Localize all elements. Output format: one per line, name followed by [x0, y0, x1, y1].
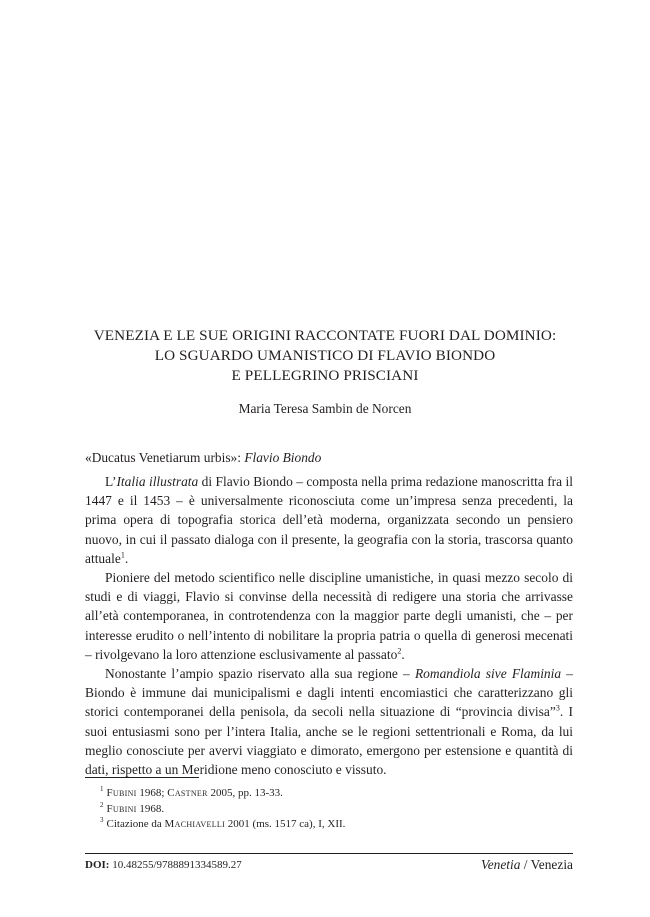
paragraph-text: Nonostante l’ampio spazio riservato alla sua regione –: [105, 666, 415, 682]
footnote-author: Machiavelli: [164, 818, 226, 830]
series-title-italic: Venetia: [481, 857, 521, 872]
chapter-title: [60, 326, 590, 386]
footnote-number: 3: [100, 816, 104, 825]
paragraph-text: L’: [105, 474, 117, 489]
footnote-ref-3[interactable]: 3: [555, 703, 560, 713]
footnote-text: 2005, pp. 13-33.: [207, 787, 283, 799]
section-heading-quote: «Ducatus Venetiarum urbis»:: [85, 450, 241, 465]
chapter-author: Maria Teresa Sambin de Norcen: [238, 401, 412, 416]
footnote-separator: [85, 777, 199, 778]
paragraph-text: .: [124, 550, 129, 566]
footnote-2: [100, 802, 345, 818]
work-title: Romandiola sive Flaminia: [414, 666, 562, 682]
doi-value: 10.48255/9788891334589.27: [109, 859, 242, 871]
chapter-title-line-2: LO SGUARDO UMANISTICO DI FLAVIO BIONDO: [154, 347, 496, 364]
footnote-author: Fubini: [106, 787, 137, 799]
series-title: [481, 857, 573, 873]
chapter-title-line-1: VENEZIA E LE SUE ORIGINI RACCONTATE FUORI DAL DOMINIO:: [93, 327, 557, 344]
doi-label: DOI:: [85, 859, 110, 871]
footnote-ref-2[interactable]: 2: [397, 646, 402, 656]
footnote-text: 2001 (ms. 1517 ca), I, XII.: [225, 818, 346, 830]
paragraph-text: di Flavio Biondo – composta nella prima redazione manoscritta fra il 1447 e il 1453 – è universalmente riconosciuta come un’impresa senza precedenti, la prima opera di topografia storica dell’età moderna, organizzata secondo un pensiero nuovo, in cui il passato dialoga con il presente, la geografia con la storia, trascorsa quanto attuale: [85, 474, 573, 566]
body-text: [85, 472, 573, 779]
footer-rule: [85, 853, 573, 854]
doi[interactable]: [85, 859, 242, 871]
paragraph-text: Pioniere del metodo scientifico nelle discipline umanistiche, in quasi mezzo secolo di studi e di viaggi, Flavio si convinse della necessità di redigere una storia che arrivasse all’età contemporanea, in controtendenza con la maggior parte degli umanisti, che – per interesse erudito o nell’intento di nobilitare la propria patria o quella di generosi mecenati – rivolgevano la loro attenzione esclusivamente al passato: [85, 570, 573, 662]
footnote-number: 2: [100, 800, 104, 809]
paragraph-text: .: [401, 646, 405, 662]
footnote-number: 1: [100, 785, 104, 794]
footnote-3: [100, 817, 345, 833]
footnote-text: Citazione da: [106, 818, 165, 830]
section-heading-author: Flavio Biondo: [244, 450, 322, 465]
paragraph-text: . I suoi entusiasmi sono per l’intera Italia, anche se le regioni settentrionali e Roma, da lui meglio conosciute per avervi viaggiato e dimorato, emergono per estensione e quantità di dati, rispetto a un Meridione meno conosciuto e vissuto.: [85, 704, 573, 778]
paragraph-3: [85, 664, 573, 779]
work-title: Italia illustrata: [116, 474, 199, 489]
footnote-author: Fubini: [106, 802, 137, 815]
paragraph-text: – Biondo è immune dai municipalismi e dagli intenti encomiastici che caratterizzano gli storici contemporanei della penisola, da secoli nella situazione di “provincia divisa”: [85, 666, 573, 720]
footnote-1: [100, 786, 345, 802]
paragraph-1: [85, 472, 573, 568]
series-title-rest: / Venezia: [520, 857, 573, 872]
footnotes: [100, 786, 345, 833]
section-heading: [85, 450, 321, 466]
footnote-text: 1968;: [136, 787, 168, 799]
footnote-author: Castner: [167, 787, 208, 799]
paragraph-2: [85, 568, 573, 664]
footnote-ref-1[interactable]: 1: [120, 550, 125, 560]
footnote-text: 1968.: [136, 802, 165, 815]
chapter-title-line-3: E PELLEGRINO PRISCIANI: [231, 367, 419, 384]
